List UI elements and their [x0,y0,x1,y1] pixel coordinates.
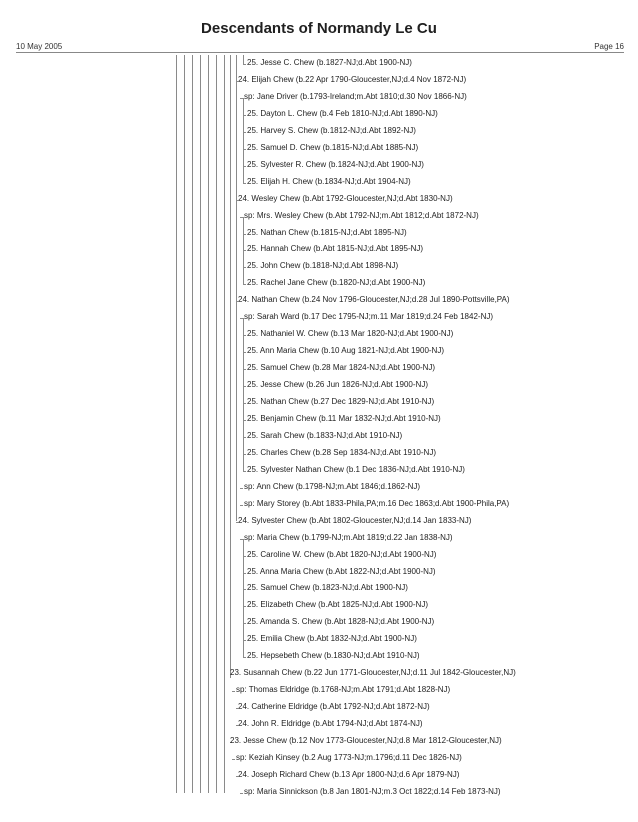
descendant-entry: 25. Amanda S. Chew (b.Abt 1828-NJ;d.Abt 1900-NJ) [247,617,435,627]
tree-connector [232,691,235,692]
spouse-entry: sp: Mrs. Wesley Chew (b.Abt 1792-NJ;m.Abt 1812;d.Abt 1872-NJ) [244,210,479,220]
descendant-entry: 25. Harvey S. Chew (b.1812-NJ;d.Abt 1892-NJ) [247,125,416,135]
tree-line [184,55,185,793]
tree-connector [240,505,243,506]
header-rule [16,52,624,53]
descendant-entry: 24. Nathan Chew (b.24 Nov 1796-Gloucester,NJ;d.28 Jul 1890-Pottsville,PA) [238,295,510,305]
descendant-entry: 25. Nathan Chew (b.27 Dec 1829-NJ;d.Abt 1910-NJ) [247,397,435,406]
descendant-entry: 25. Nathan Chew (b.1815-NJ;d.Abt 1895-NJ) [247,227,407,237]
tree-connector [240,488,243,489]
descendant-entry: 25. Emilia Chew (b.Abt 1832-NJ;d.Abt 1900-NJ) [247,634,417,644]
descendant-entry: 23. Jesse Chew (b.12 Nov 1773-Gloucester,NJ;d.8 Mar 1812-Gloucester,NJ) [230,736,502,745]
descendant-entry: 24. Joseph Richard Chew (b.13 Apr 1800-NJ;d.6 Apr 1879-NJ) [238,769,460,779]
tree-connector [243,657,246,658]
descendant-entry: 25. Nathaniel W. Chew (b.13 Mar 1820-NJ;d.Abt 1900-NJ) [247,329,454,339]
descendant-entry: 25. Sarah Chew (b.1833-NJ;d.Abt 1910-NJ) [247,430,403,440]
spouse-entry: sp: Ann Chew (b.1798-NJ;m.Abt 1846;d.1862-NJ) [244,481,421,491]
tree-line [216,55,217,793]
spouse-entry: sp: Jane Driver (b.1793-Ireland;m.Abt 1810;d.30 Nov 1866-NJ) [244,91,467,101]
tree-connector [243,183,246,184]
descendant-entry: 25. Elijah H. Chew (b.1834-NJ;d.Abt 1904-NJ) [247,176,411,186]
tree-line-gen-25 [243,539,244,658]
descendant-entry: 24. Sylvester Chew (b.Abt 1802-Gloucester,NJ;d.14 Jan 1833-NJ) [238,515,472,525]
descendant-entry: 25. Sylvester R. Chew (b.1824-NJ;d.Abt 1900-NJ) [247,159,424,169]
descendant-entry: 25. Elizabeth Chew (b.Abt 1825-NJ;d.Abt 1900-NJ) [247,600,428,610]
descendant-entry: 25. Dayton L. Chew (b.4 Feb 1810-NJ;d.Abt 1890-NJ) [247,108,438,118]
tree-connector [243,64,246,65]
tree-line [200,55,201,793]
spouse-entry: sp: Mary Storey (b.Abt 1833-Phila,PA;m.16 Dec 1863;d.Abt 1900-Phila,PA) [244,498,510,508]
report-date: 10 May 2005 [16,42,63,51]
descendant-entry: 25. Rachel Jane Chew (b.1820-NJ;d.Abt 1900-NJ) [247,278,426,288]
descendant-entry: 25. Hepsebeth Chew (b.1830-NJ;d.Abt 1910-NJ) [247,651,420,661]
tree-line-gen-25 [243,318,244,471]
descendant-entry: 25. John Chew (b.1818-NJ;d.Abt 1898-NJ) [247,261,399,271]
tree-line-gen-25 [243,98,244,183]
descendant-entry: 25. Jesse C. Chew (b.1827-NJ;d.Abt 1900-NJ) [247,58,412,67]
descendant-entry: 23. Susannah Chew (b.22 Jun 1771-Gloucester,NJ;d.11 Jul 1842-Gloucester,NJ) [230,668,516,678]
tree-connector [243,284,246,285]
descendant-entry: 24. John R. Eldridge (b.Abt 1794-NJ;d.Abt 1874-NJ) [238,719,423,729]
tree-connector [232,759,235,760]
spouse-entry: sp: Keziah Kinsey (b.2 Aug 1773-NJ;m.1796;d.11 Dec 1826-NJ) [236,752,462,762]
descendant-entry: 24. Wesley Chew (b.Abt 1792-Gloucester,NJ;d.Abt 1830-NJ) [238,193,453,203]
tree-line-gen-25 [243,217,244,285]
descendant-entry: 25. Samuel Chew (b.1823-NJ;d.Abt 1900-NJ) [247,583,408,593]
tree-line [176,55,177,793]
spouse-entry: sp: Thomas Eldridge (b.1768-NJ;m.Abt 1791;d.Abt 1828-NJ) [236,685,451,695]
tree-line-gen-24 [236,55,237,521]
descendant-entry: 25. Hannah Chew (b.Abt 1815-NJ;d.Abt 1895-NJ) [247,244,424,254]
descendant-entry: 25. Samuel D. Chew (b.1815-NJ;d.Abt 1885-NJ) [247,142,419,152]
tree-connector [243,471,246,472]
spouse-entry: sp: Sarah Ward (b.17 Dec 1795-NJ;m.11 Mar 1819;d.24 Feb 1842-NJ) [244,312,494,322]
descendant-entry: 24. Catherine Eldridge (b.Abt 1792-NJ;d.Abt 1872-NJ) [238,702,430,712]
descendant-entry: 25. Jesse Chew (b.26 Jun 1826-NJ;d.Abt 1900-NJ) [247,380,428,390]
spouse-entry: sp: Maria Sinnickson (b.8 Jan 1801-NJ;m.3 Oct 1822;d.14 Feb 1873-NJ) [244,786,501,796]
descendant-entry: 25. Charles Chew (b.28 Sep 1834-NJ;d.Abt 1910-NJ) [247,447,436,457]
tree-line [208,55,209,793]
page-title: Descendants of Normandy Le Cu [201,20,437,37]
descendant-entry: 25. Samuel Chew (b.28 Mar 1824-NJ;d.Abt 1900-NJ) [247,363,436,373]
tree-connector [240,793,243,794]
descendant-entry: 25. Ann Maria Chew (b.10 Aug 1821-NJ;d.Abt 1900-NJ) [247,346,444,356]
descendant-entry: 25. Sylvester Nathan Chew (b.1 Dec 1836-NJ;d.Abt 1910-NJ) [247,464,465,474]
descendant-entry: 24. Elijah Chew (b.22 Apr 1790-Gloucester,NJ;d.4 Nov 1872-NJ) [238,74,467,84]
tree-line-gen-23 [230,55,231,678]
tree-line [192,55,193,793]
descendant-entry: 25. Caroline W. Chew (b.Abt 1820-NJ;d.Abt 1900-NJ) [247,549,437,559]
spouse-entry: sp: Maria Chew (b.1799-NJ;m.Abt 1819;d.22 Jan 1838-NJ) [244,532,453,542]
tree-line [224,55,225,793]
tree-line-gen-25 [243,55,244,64]
page-number: Page 16 [594,42,624,51]
descendant-entry: 25. Benjamin Chew (b.11 Mar 1832-NJ;d.Abt 1910-NJ) [247,413,441,423]
descendant-entry: 25. Anna Maria Chew (b.Abt 1822-NJ;d.Abt 1900-NJ) [247,566,436,576]
